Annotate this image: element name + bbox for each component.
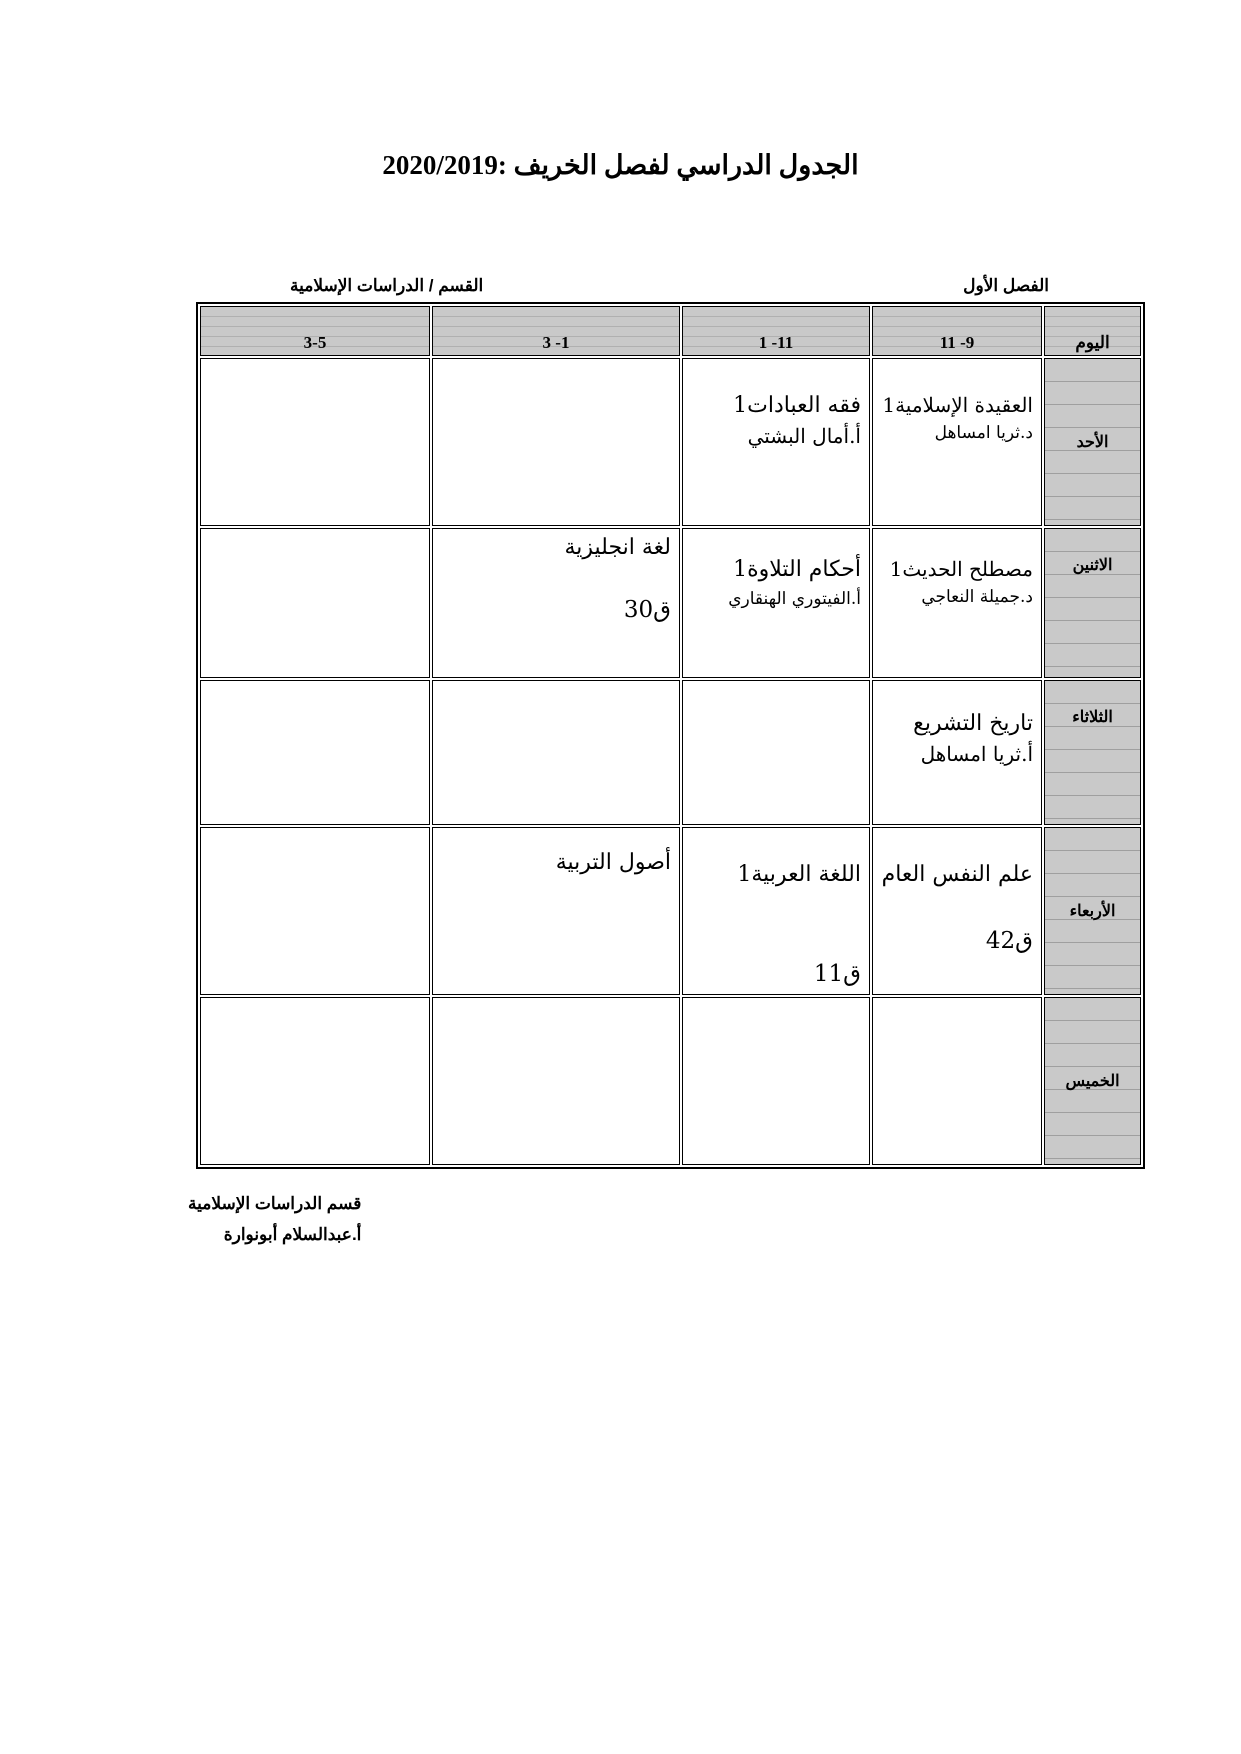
cell-sun-slot4 (200, 358, 430, 526)
header-slot-3 (432, 306, 680, 356)
course-name: لغة انجليزية (564, 535, 671, 560)
header-day (1044, 306, 1141, 356)
cell-wed-slot2 (682, 827, 870, 995)
footer-signature (188, 1188, 361, 1250)
day-sunday: الأحد (1044, 358, 1141, 526)
room-number: ق11 (813, 961, 861, 987)
header-slot-1-text: 9- 11 (939, 333, 975, 352)
cell-sun-slot2 (682, 358, 870, 526)
day-monday: الاثنين (1044, 528, 1141, 678)
cell-thu-slot1 (872, 997, 1042, 1165)
header-slot-3-text: 1- 3 (542, 333, 570, 352)
header-slot-4 (200, 306, 430, 356)
cell-thu-slot4 (200, 997, 430, 1165)
course-name: اللغة العربية1 (737, 862, 861, 887)
cell-wed-slot4 (200, 827, 430, 995)
header-slot-4-text: 3-5 (303, 333, 327, 352)
cell-tue-slot4 (200, 680, 430, 825)
cell-thu-slot3 (432, 997, 680, 1165)
teacher-name: د.ثريا امساهل (934, 423, 1033, 443)
department-label: القسم / الدراسات الإسلامية (290, 276, 484, 295)
cell-wed-slot1 (872, 827, 1042, 995)
cell-thu-slot2 (682, 997, 870, 1165)
cell-mon-slot1 (872, 528, 1042, 678)
page-title: الجدول الدراسي لفصل الخريف :2020/2019 (382, 150, 859, 180)
cell-sun-slot3 (432, 358, 680, 526)
header-day-text: اليوم (1075, 333, 1110, 352)
course-name: فقه العبادات1 (733, 393, 861, 418)
cell-mon-slot4 (200, 528, 430, 678)
day-thursday: الخميس (1044, 997, 1141, 1165)
course-name: مصطلح الحديث1 (889, 557, 1033, 581)
course-name: تاريخ التشريع (913, 711, 1033, 736)
day-wednesday: الأربعاء (1044, 827, 1141, 995)
header-slot-1 (872, 306, 1042, 356)
room-number: ق42 (985, 928, 1033, 954)
teacher-name: أ.الفيتوري الهنقاري (728, 589, 861, 609)
row-sunday (200, 358, 1141, 526)
cell-wed-slot3 (432, 827, 680, 995)
day-tuesday: الثلاثاء (1044, 680, 1141, 825)
header-slot-2 (682, 306, 870, 356)
footer-department: قسم الدراسات الإسلامية (188, 1194, 362, 1213)
course-name: علم النفس العام (881, 862, 1033, 887)
semester-label: الفصل الأول (963, 276, 1049, 295)
footer-head-name: أ.عبدالسلام أبونوارة (223, 1225, 362, 1244)
teacher-name: أ.ثريا امساهل (920, 742, 1033, 766)
row-tuesday (200, 680, 1141, 825)
cell-mon-slot2 (682, 528, 870, 678)
cell-tue-slot3 (432, 680, 680, 825)
row-wednesday (200, 827, 1141, 995)
schedule-table (196, 302, 1145, 1169)
course-name: أحكام التلاوة1 (733, 557, 861, 582)
cell-tue-slot1 (872, 680, 1042, 825)
header-row (200, 306, 1141, 356)
row-monday (200, 528, 1141, 678)
course-name: العقيدة الإسلامية1 (882, 393, 1033, 417)
header-slot-2-text: 11- 1 (758, 333, 794, 352)
teacher-name: أ.أمال البشتي (747, 424, 861, 448)
course-name: أصول التربية (555, 850, 671, 875)
room-number: ق30 (623, 597, 671, 623)
cell-tue-slot2 (682, 680, 870, 825)
cell-sun-slot1 (872, 358, 1042, 526)
teacher-name: د.جميلة النعاجي (921, 587, 1033, 607)
row-thursday (200, 997, 1141, 1165)
cell-mon-slot3 (432, 528, 680, 678)
